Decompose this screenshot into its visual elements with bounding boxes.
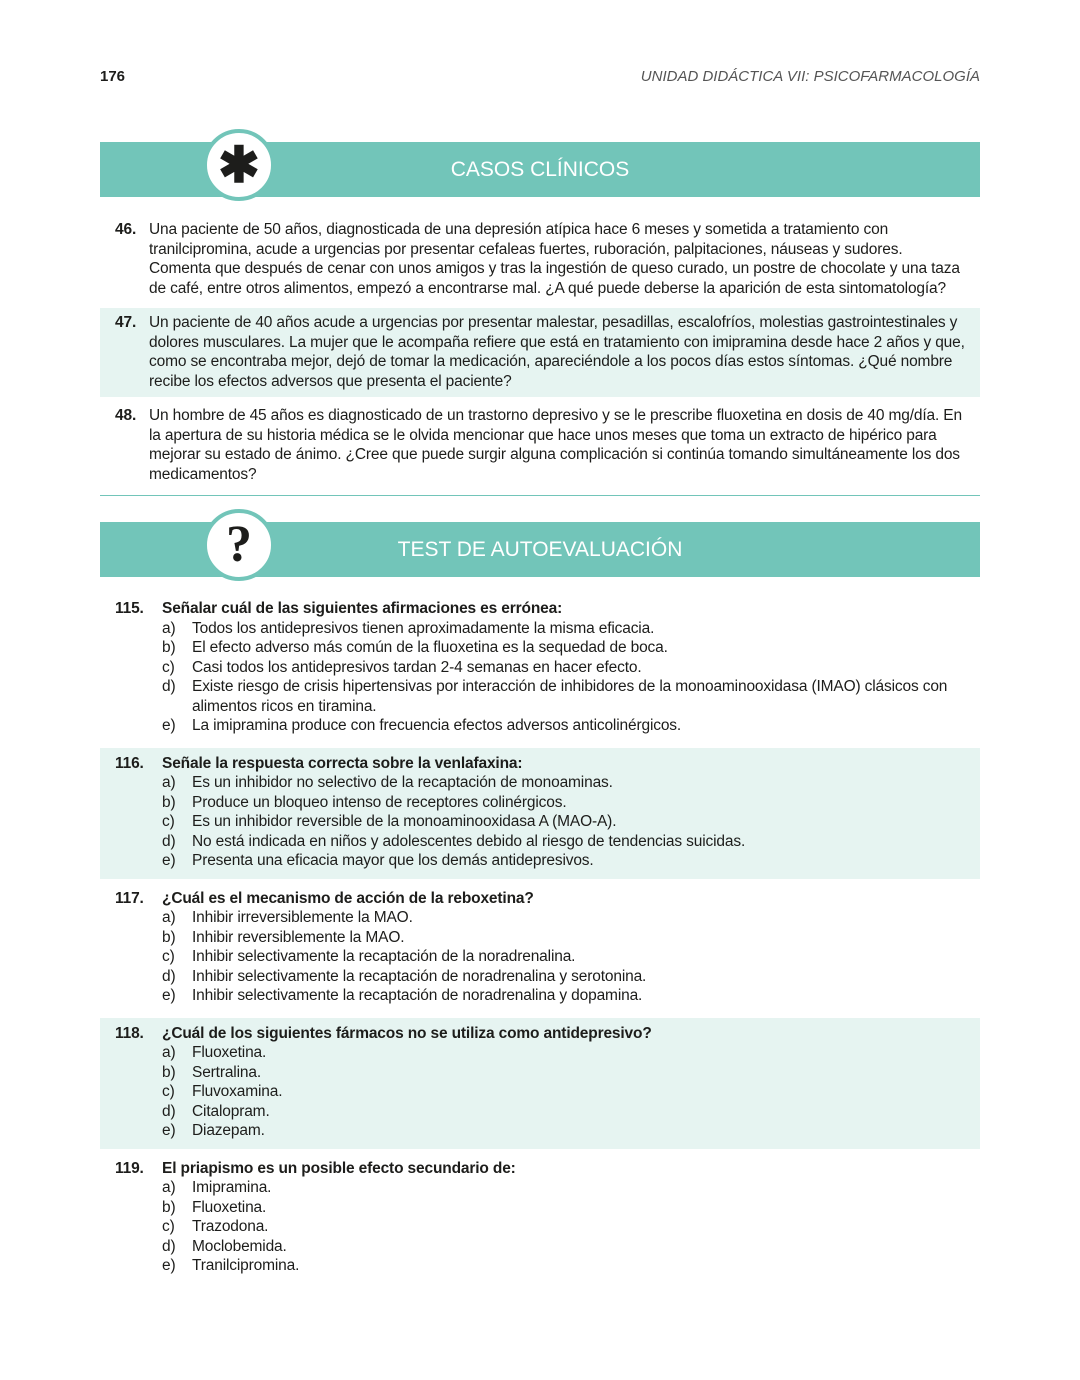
option-letter: c): [162, 948, 175, 965]
option-text: Todos los antidepresivos tienen aproximadamente la misma eficacia.: [192, 619, 655, 637]
question-stem: Señalar cuál de las siguientes afirmaciones es errónea:: [162, 600, 563, 617]
option-letter: d): [162, 832, 176, 850]
option-letter: d): [162, 967, 176, 985]
option-text: Inhibir reversiblemente la MAO.: [192, 928, 405, 946]
question-stem: El priapismo es un posible efecto secundario de:: [162, 1159, 516, 1177]
option-text: Citalopram.: [192, 1102, 270, 1120]
option-text: Fluoxetina.: [192, 1044, 267, 1061]
option-letter: e): [162, 852, 176, 869]
option-letter: e): [162, 1257, 176, 1274]
option-letter: e): [162, 1122, 176, 1139]
option-letter: d): [162, 1237, 176, 1255]
case-text: Un paciente de 40 años acude a urgencias por presentar malestar, pesadillas, escalofríos, molestias gastrointestinales y dolores musculares. La mujer que le acompaña refiere que está en tratamiento con imipramina desde hace 2 años y que, como se encontraba mejor, dejó de tomar la medicación, apareciéndole a los pocos días estos síntomas. ¿Qué nombre recibe los efectos adversos que presenta el paciente?: [149, 314, 965, 390]
answer-option: [162, 1043, 965, 1063]
section-title: CASOS CLÍNICOS: [450, 158, 630, 181]
answer-option: [162, 812, 965, 832]
option-text: Es un inhibidor no selectivo de la recaptación de monoaminas.: [192, 774, 613, 791]
page-number: 176: [100, 68, 126, 85]
case-46: [100, 215, 980, 304]
answer-option: [162, 619, 965, 639]
answer-option: [162, 677, 965, 716]
answer-option: [162, 947, 965, 967]
answer-option: [162, 638, 965, 658]
case-text: Una paciente de 50 años, diagnosticada de una depresión atípica hace 6 meses y sometida a tratamiento con tranilcipromina, acude a urgencias por presentar cefaleas fuertes, ruboración, palpitaciones, náuseas y sudores. Comenta que después de cenar con unos amigos y tras la ingestión de queso curado, un postre de chocolate y una taza de café, entre otros alimentos, empezó a encontrarse mal. ¿A qué puede deberse la aparición de esta sintomatología?: [149, 221, 960, 297]
section-title: TEST DE AUTOEVALUACIÓN: [397, 538, 683, 561]
case-48: [100, 401, 980, 490]
option-text: Tranilcipromina.: [192, 1257, 300, 1274]
answer-option: [162, 1121, 965, 1141]
option-text: Es un inhibidor reversible de la monoaminooxidasa A (MAO-A).: [192, 813, 617, 830]
answer-option: [162, 1102, 965, 1122]
option-letter: c): [162, 658, 175, 676]
option-letter: c): [162, 813, 175, 830]
option-letter: a): [162, 774, 176, 791]
option-text: Fluvoxamina.: [192, 1083, 283, 1100]
option-text: El efecto adverso más común de la fluoxetina es la sequedad de boca.: [192, 639, 668, 656]
question-mark-icon: ?: [203, 509, 275, 581]
option-letter: b): [162, 1198, 176, 1216]
option-text: Presenta una eficacia mayor que los demás antidepresivos.: [192, 852, 594, 869]
option-text: Moclobemida.: [192, 1237, 287, 1255]
option-letter: b): [162, 639, 176, 656]
case-number: 48.: [115, 407, 137, 424]
option-text: Existe riesgo de crisis hipertensivas por interacción de inhibidores de la monoaminooxidasa (IMAO) clásicos con alimentos ricos en tiramina.: [192, 678, 948, 715]
question-number: 117.: [115, 889, 144, 907]
option-text: Imipramina.: [192, 1179, 272, 1196]
option-text: Trazodona.: [192, 1218, 269, 1235]
question-stem: ¿Cuál es el mecanismo de acción de la reboxetina?: [162, 889, 534, 907]
question-117: [100, 883, 980, 1014]
option-text: No está indicada en niños y adolescentes debido al riesgo de tendencias suicidas.: [192, 832, 746, 850]
option-letter: a): [162, 1044, 176, 1061]
option-letter: b): [162, 928, 176, 946]
option-text: Fluoxetina.: [192, 1198, 267, 1216]
question-list: [100, 593, 980, 1284]
answer-option: [162, 851, 965, 871]
option-letter: a): [162, 909, 176, 926]
answer-option: [162, 1237, 965, 1257]
question-118: [100, 1018, 980, 1149]
answer-option: [162, 793, 965, 813]
answer-option: [162, 1082, 965, 1102]
case-text: Un hombre de 45 años es diagnosticado de un trastorno depresivo y se le prescribe fluoxetina en dosis de 40 mg/día. En la apertura de su historia médica se le olvida mencionar que hace unos meses que toma un extracto de hipérico para mejorar su estado de ánimo. ¿Cree que puede surgir alguna complicación si continúa tomando simultáneamente los dos medicamentos?: [149, 407, 962, 483]
answer-option: [162, 1063, 965, 1083]
question-number: 118.: [115, 1024, 144, 1042]
case-47: [100, 308, 980, 397]
question-number: 115.: [115, 600, 144, 617]
cases-banner: [100, 137, 980, 197]
question-115: [100, 593, 980, 744]
answer-option: [162, 1178, 965, 1198]
option-letter: e): [162, 987, 176, 1004]
option-letter: b): [162, 793, 176, 811]
option-text: Inhibir irreversiblemente la MAO.: [192, 909, 413, 926]
question-116: [100, 748, 980, 879]
question-119: [100, 1153, 980, 1284]
answer-option: [162, 773, 965, 793]
question-stem: ¿Cuál de los siguientes fármacos no se utiliza como antidepresivo?: [162, 1024, 652, 1042]
option-letter: d): [162, 1102, 176, 1120]
option-text: Inhibir selectivamente la recaptación de noradrenalina y serotonina.: [192, 967, 647, 985]
case-number: 46.: [115, 221, 137, 238]
section-divider: [100, 495, 980, 496]
running-title: UNIDAD DIDÁCTICA VII: PSICOFARMACOLOGÍA: [640, 68, 980, 85]
answer-option: [162, 1256, 965, 1276]
answer-option: [162, 716, 965, 736]
question-stem: Señale la respuesta correcta sobre la venlafaxina:: [162, 754, 523, 772]
option-letter: c): [162, 1218, 175, 1235]
answer-option: [162, 658, 965, 678]
option-text: La imipramina produce con frecuencia efectos adversos anticolinérgicos.: [192, 717, 682, 734]
answer-option: [162, 1217, 965, 1237]
option-text: Inhibir selectivamente la recaptación de noradrenalina y dopamina.: [192, 987, 643, 1004]
question-number: 119.: [115, 1159, 144, 1177]
case-number: 47.: [115, 314, 137, 331]
answer-option: [162, 908, 965, 928]
option-letter: a): [162, 1179, 176, 1196]
answer-option: [162, 967, 965, 987]
option-letter: a): [162, 619, 176, 637]
question-number: 116.: [115, 754, 144, 772]
option-text: Casi todos los antidepresivos tardan 2-4 semanas en hacer efecto.: [192, 658, 642, 676]
option-letter: d): [162, 678, 176, 695]
option-text: Diazepam.: [192, 1122, 265, 1139]
test-banner: [100, 516, 980, 577]
option-text: Produce un bloqueo intenso de receptores colinérgicos.: [192, 793, 567, 811]
answer-option: [162, 1198, 965, 1218]
option-letter: c): [162, 1083, 175, 1100]
option-letter: e): [162, 717, 176, 734]
asterisk-icon: ✱: [203, 129, 275, 201]
answer-option: [162, 832, 965, 852]
option-letter: b): [162, 1063, 176, 1081]
answer-option: [162, 928, 965, 948]
option-text: Inhibir selectivamente la recaptación de la noradrenalina.: [192, 948, 576, 965]
option-text: Sertralina.: [192, 1063, 261, 1081]
answer-option: [162, 986, 965, 1006]
page-content: [100, 137, 980, 1284]
